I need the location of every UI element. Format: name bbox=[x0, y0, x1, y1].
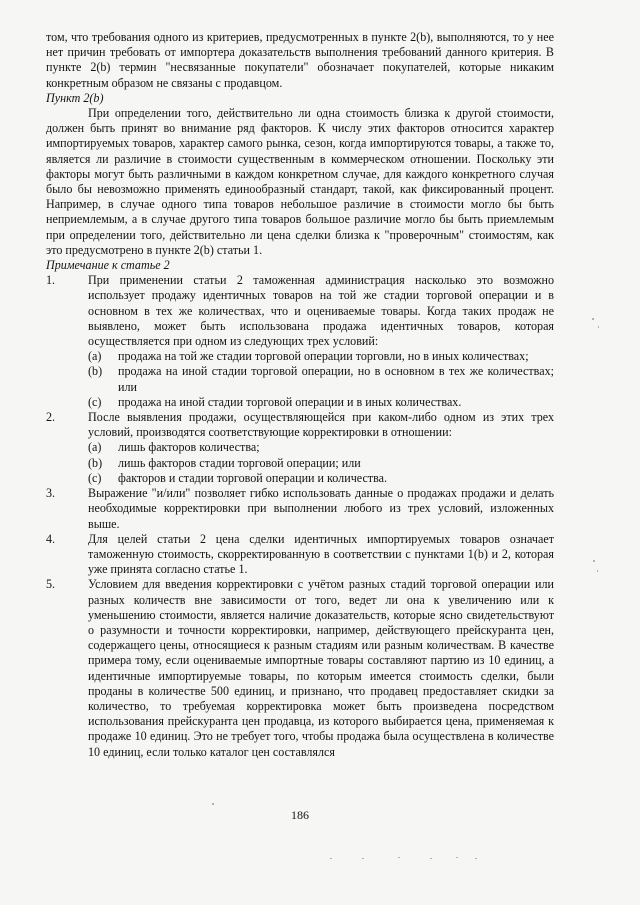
subitem-label: (b) bbox=[88, 364, 103, 379]
scan-speck bbox=[592, 318, 594, 320]
subitem-label: (b) bbox=[88, 455, 103, 470]
subitem-label: (c) bbox=[88, 470, 102, 485]
scan-speck bbox=[475, 858, 477, 859]
subitem-text: продажа на иной стадии торговой операции и в иных количествах. bbox=[118, 394, 462, 409]
subitem-label: (a) bbox=[88, 349, 102, 364]
item-number: 3. bbox=[46, 486, 56, 501]
subitem-label: (a) bbox=[88, 440, 102, 455]
scan-speck bbox=[597, 570, 598, 572]
scan-speck bbox=[362, 858, 364, 859]
subitem bbox=[88, 364, 554, 394]
subitem-text: продажа на той же стадии торговой операции торговли, но в иных количествах; bbox=[118, 349, 529, 364]
item-number: 4. bbox=[46, 531, 56, 546]
heading-point-2b: Пункт 2(b) bbox=[46, 90, 104, 105]
scan-speck bbox=[593, 560, 595, 562]
subitem bbox=[88, 456, 554, 471]
scan-speck bbox=[456, 857, 458, 858]
page-number: 186 bbox=[291, 808, 309, 822]
subitem bbox=[88, 440, 554, 455]
item-number: 5. bbox=[46, 577, 56, 592]
item-text: Для целей статьи 2 цена сделки идентичных импортируемых товаров означает таможенную стоимость, скорректированную в соответствии с пунктами 1(b) и 2, которая уже принята согласно статье 1. bbox=[88, 531, 554, 577]
item-text: После выявления продажи, осуществляющейся при каком-либо одном из этих трех условий, производятся соответствующие корректировки в отношении: bbox=[88, 410, 554, 440]
item-2 bbox=[46, 410, 554, 440]
subitem-text: факторов и стадии торговой операции и количества. bbox=[118, 470, 388, 485]
item-5 bbox=[46, 577, 554, 759]
paragraph-point-2b: При определении того, действительно ли одна стоимость близка к другой стоимости, должен быть принят во внимание ряд факторов. К числу этих факторов относится характер импортируемых товаров, характер самого рынка, сезон, когда импортируются товары, а также то, является ли различие в стоимости существенным в коммерческом отношении. Поскольку эти факторы могут быть различными в каждом конкретном случае, для каждого конкретного случая было бы невозможно применять единообразный стандарт, такой, как фиксированный процент. Например, в случае одного типа товаров небольшое различие в стоимости могло бы быть неприемлемым, а в случае другого типа товаров большое различие могло бы быть приемлемым при определении того, действительно ли цена сделки близка к "проверочным" стоимостям, как это предусмотрено в пункте 2(b) статьи 1. bbox=[46, 106, 554, 257]
scan-speck bbox=[430, 858, 432, 859]
scan-speck bbox=[398, 857, 400, 858]
item-number: 2. bbox=[46, 410, 56, 425]
subitem bbox=[88, 349, 554, 364]
item-number: 1. bbox=[46, 273, 56, 288]
subitem-text: лишь факторов стадии торговой операции; или bbox=[118, 455, 361, 470]
heading-note-article-2: Примечание к статье 2 bbox=[46, 258, 170, 273]
item-3 bbox=[46, 486, 554, 532]
subitem-text: продажа на иной стадии торговой операции, но в основном в тех же количествах; или bbox=[118, 364, 554, 394]
subitem-label: (c) bbox=[88, 394, 102, 409]
item-1 bbox=[46, 273, 554, 349]
scan-speck bbox=[330, 858, 332, 859]
scan-speck bbox=[212, 803, 214, 805]
item-text: При применении статьи 2 таможенная администрация насколько это возможно использует продажу идентичных товаров на той же стадии торговой операции и в основном в тех же количествах, что и оцениваемые товары. Когда таких продаж не выявлено, может быть использована продажа идентичных товаров, которая осуществляется при одном из следующих трех условий: bbox=[88, 273, 554, 349]
subitem bbox=[88, 395, 554, 410]
document-body bbox=[46, 30, 554, 760]
item-text: Выражение "и/или" позволяет гибко использовать данные о продажах продажи и делать необходимые корректировки при выполнении любого из трех условий, изложенных выше. bbox=[88, 486, 554, 531]
item-text: Условием для введения корректировки с учётом разных стадий торговой операции или разных количеств вне зависимости от того, ведет ли она к увеличению или к уменьшению стоимости, является наличие доказательств, которые ясно свидетельствуют о разумности и точности корректировки, например, действующего прейскуранта цен, содержащего цены, относящиеся к разным стадиям или разным количествам. В качестве примера тому, если оцениваемые импортные товары составляют партию из 10 единиц, а идентичные импортируемые товары, по которым имеется стоимость сделки, были проданы в количестве 500 единиц, и признано, что продавец предоставляет скидки за количество, то требуемая корректировка может быть произведена посредством использования прейскуранта цен продавца, из которого выбирается цена, применяемая к продаже 10 единиц. Это не требует того, чтобы продажа была осуществлена в количестве 10 единиц, если только каталог цен составлялся bbox=[88, 577, 554, 759]
intro-paragraph: том, что требования одного из критериев, предусмотренных в пункте 2(b), выполняются, то у нее нет причин требовать от импортера доказательств выполнения требований данного критерия. В пункте 2(b) термин "несвязанные покупатели" обозначает покупателей, которые никаким конкретным образом не связаны с продавцом. bbox=[46, 30, 554, 90]
subitem bbox=[88, 471, 554, 486]
scan-speck bbox=[598, 326, 599, 328]
item-4 bbox=[46, 532, 554, 578]
subitem-text: лишь факторов количества; bbox=[118, 440, 260, 455]
